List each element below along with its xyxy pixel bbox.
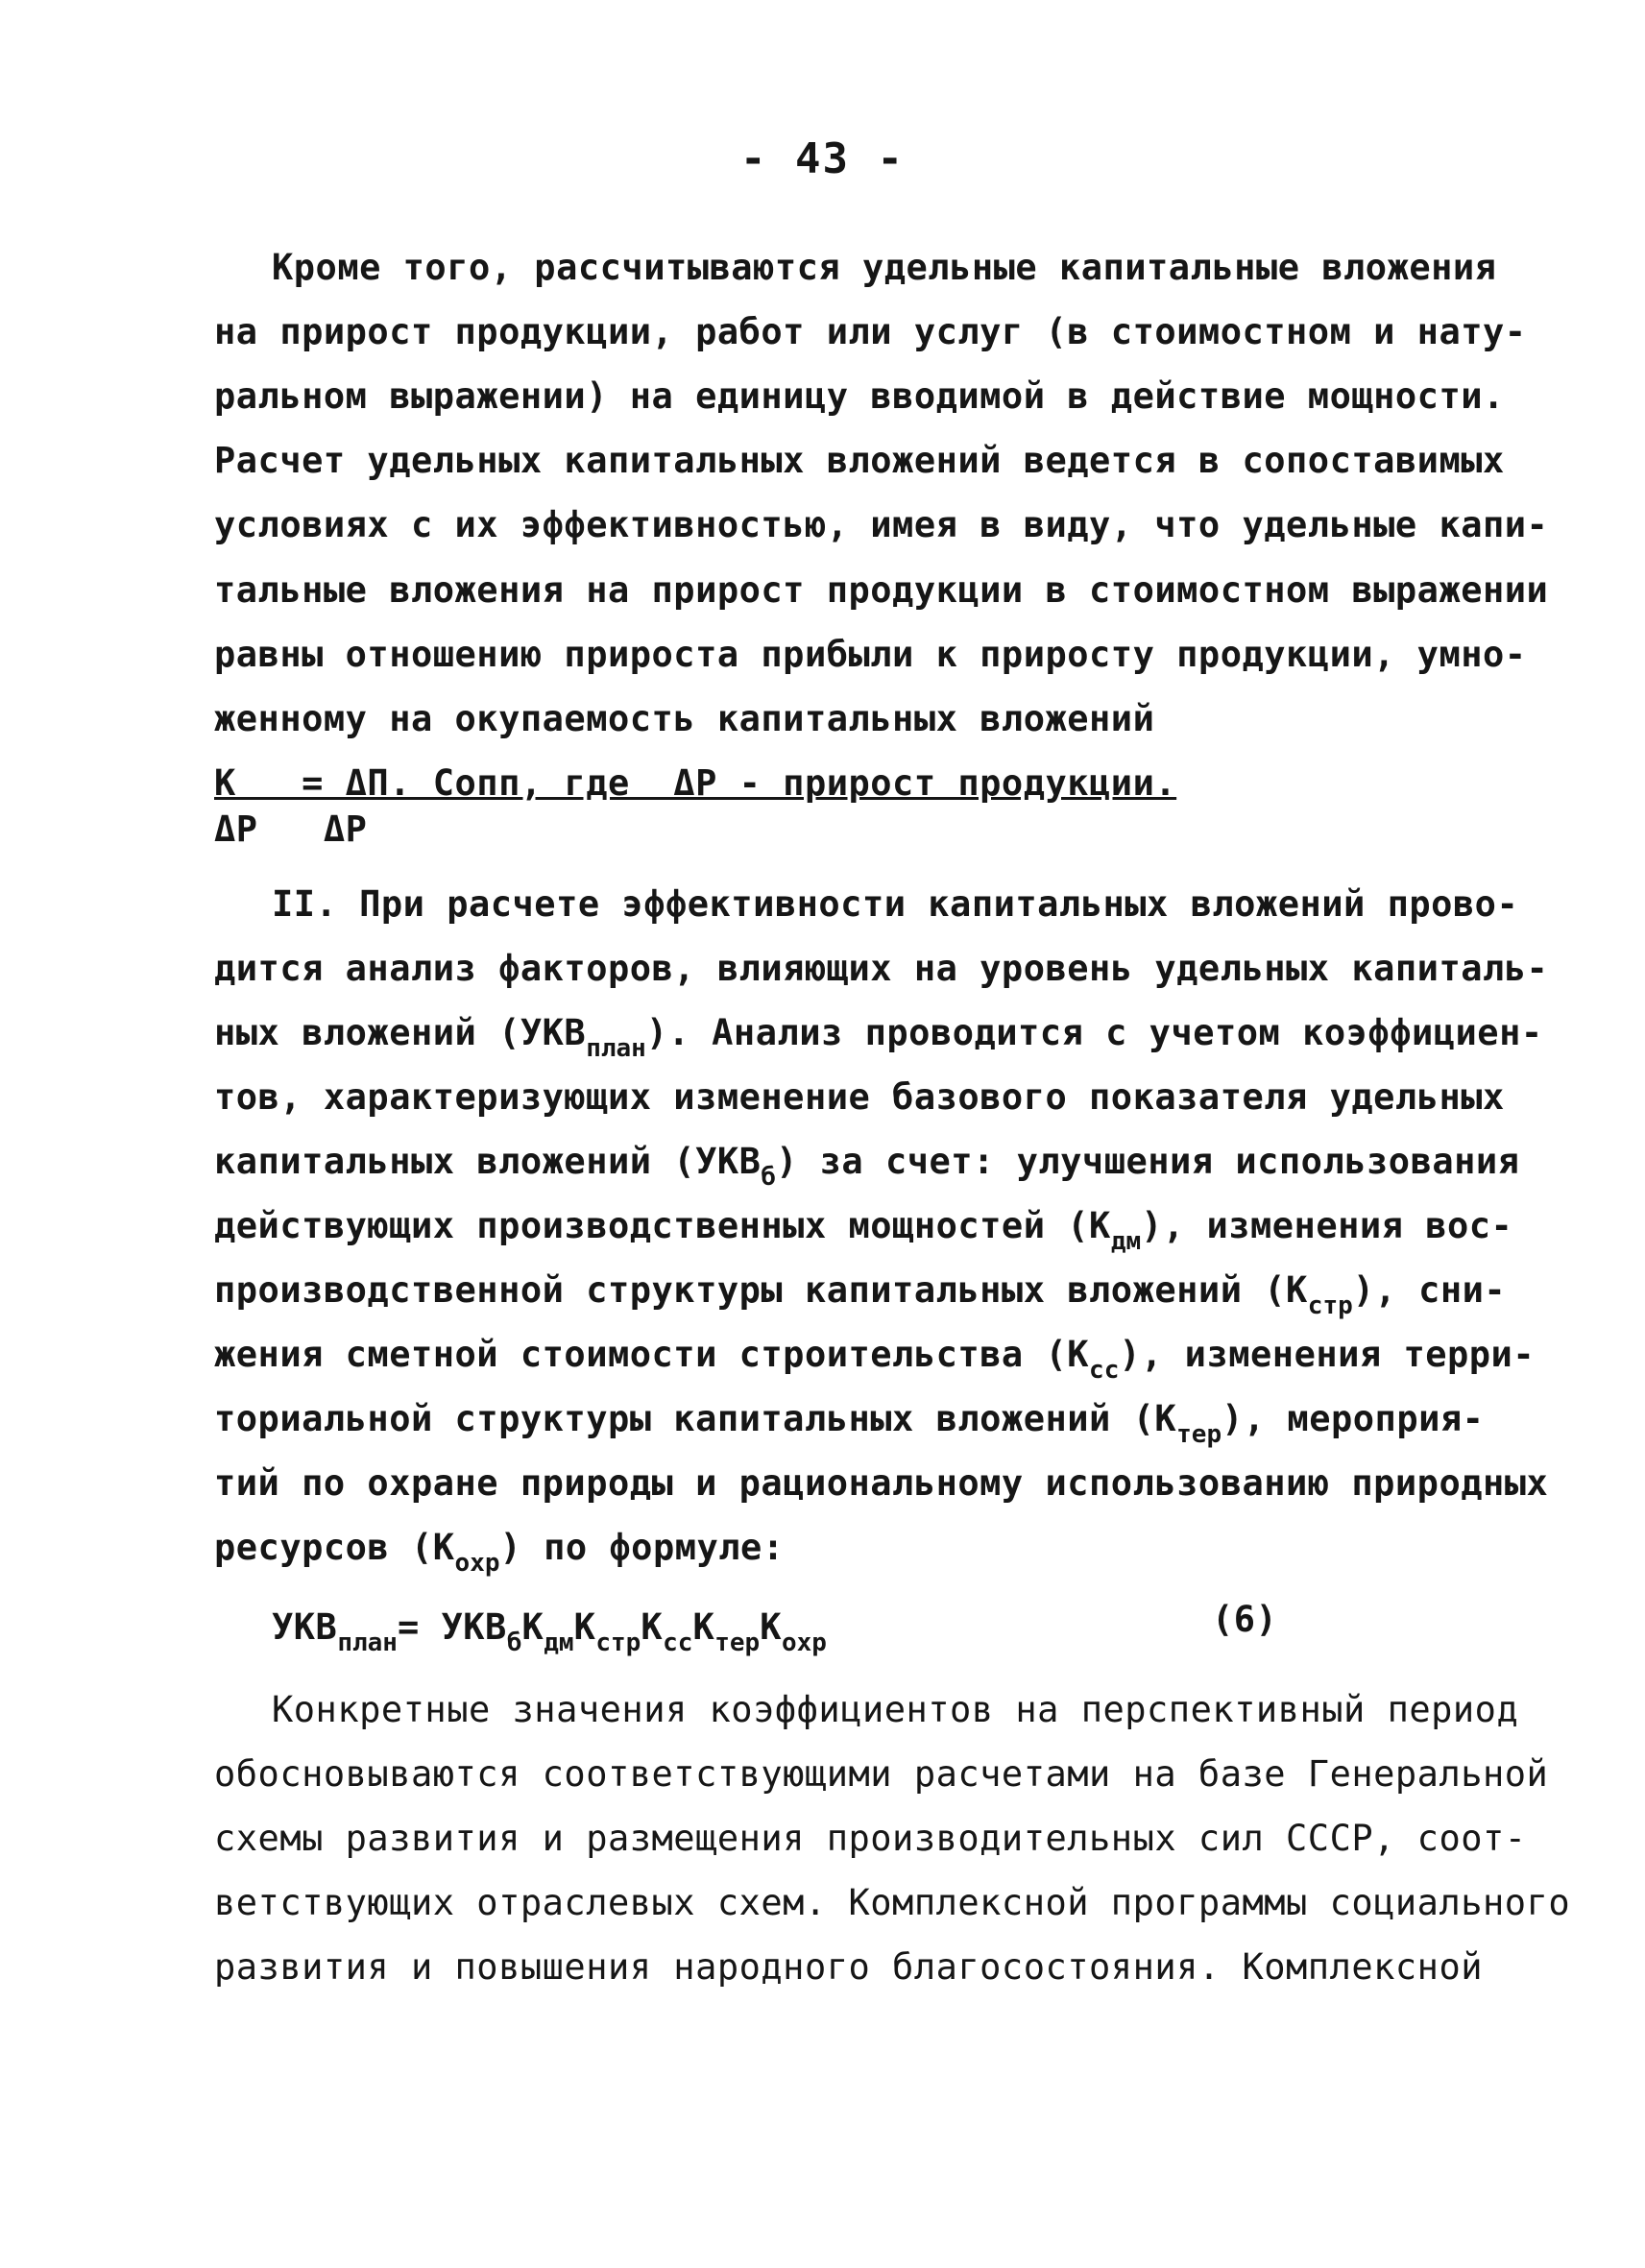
text-line: условиях с их эффективностью, имея в виду, что удельные капи- [214, 504, 1549, 545]
text-line: жения сметной стоимости строительства $(К_{сс})$, изменения терри- [214, 1334, 1536, 1385]
text-line: ветствующих отраслевых схем. Комплексной программы социального [214, 1882, 1571, 1923]
text-line: на прирост продукции, работ или услуг (в стоимостном и нату- [214, 311, 1527, 352]
text-line: развития и повышения народного благосостояния. Комплексной [214, 1946, 1484, 1988]
text-line: тальные вложения на прирост продукции в стоимостном выражении [214, 569, 1549, 611]
text-line: ресурсов $(К_{охр})$ по формуле: [214, 1527, 785, 1578]
text-line: действующих производственных мощностей $(К_{дм})$, изменения вос- [214, 1205, 1513, 1256]
formula-numerator: К = ΔП. Сопп, где ΔР - прирост продукции. [214, 762, 1177, 804]
formula-6: $УКВ_{план}= УКВ_бК_{дм}К_{стр}К_{сс}К_{тер}К_{охр}$ [272, 1606, 827, 1657]
text-line: II. При расчете эффективности капитальных вложений прово- [272, 883, 1519, 925]
text-line: тов, характеризующих изменение базового показателя удельных [214, 1076, 1505, 1118]
text-line: ториальной структуры капитальных вложений $(К_{тер})$, мероприя- [214, 1398, 1485, 1449]
text-line: ральном выражении) на единицу вводимой в действие мощности. [214, 375, 1505, 417]
page-number: - 43 - [740, 134, 905, 183]
text-line: схемы развития и размещения производительных сил СССР, соот- [214, 1818, 1527, 1859]
text-line: равны отношению прироста прибыли к приросту продукции, умно- [214, 634, 1527, 675]
text-line: Расчет удельных капитальных вложений ведется в сопоставимых [214, 440, 1505, 481]
text-line: Конкретные значения коэффициентов на перспективный период [272, 1689, 1519, 1730]
text-line: производственной структуры капитальных вложений $(К_{стр})$, сни- [214, 1269, 1507, 1320]
formula-denominator: ΔР ΔР [214, 808, 368, 850]
text-line: дится анализ факторов, влияющих на уровень удельных капиталь- [214, 948, 1549, 989]
text-line: тий по охране природы и рациональному использованию природных [214, 1462, 1549, 1504]
text-line: ных вложений $(УКВ_{план})$. Анализ проводится с учетом коэффициен- [214, 1012, 1543, 1063]
text-line: обосновываются соответствующими расчетами на базе Генеральной [214, 1753, 1549, 1795]
text-line: женному на окупаемость капитальных вложений [214, 698, 1155, 739]
formula-number: (6) [1212, 1599, 1278, 1640]
text-line: капитальных вложений $(УКВ_б)$ за счет: улучшения использования [214, 1141, 1520, 1192]
text-line: Кроме того, рассчитываются удельные капитальные вложения [272, 247, 1497, 288]
